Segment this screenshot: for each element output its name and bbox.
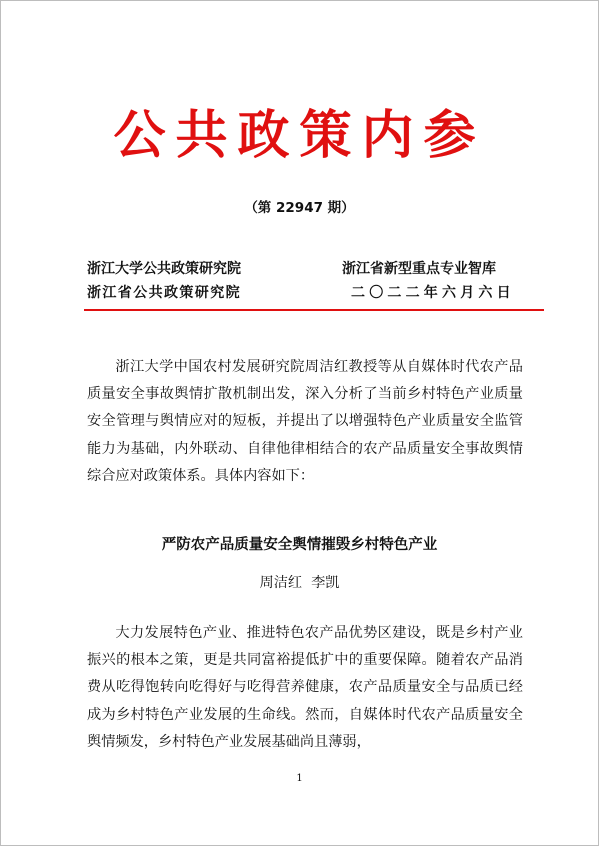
issue-number: （第 22947 期）	[244, 200, 355, 216]
publisher-left-line-1: 浙江大学公共政策研究院	[87, 261, 241, 277]
publisher-left	[87, 257, 241, 305]
publication-date: 二〇二二年六月六日	[351, 285, 515, 301]
publisher-left-line-2: 浙江省公共政策研究院	[87, 285, 241, 301]
intro-paragraph: 浙江大学中国农村发展研究院周洁红教授等从自媒体时代农产品质量安全事故舆情扩散机制出发，深入分析了当前乡村特色产业质量安全管理与舆情应对的短板，并提出了以增强特色产业质量安全监管能力为基础，内外联动、自律他律相结合的农产品质量安全事故舆情综合应对政策体系。具体内容如下：	[87, 359, 523, 484]
article-authors: 周洁红 李凯	[259, 575, 340, 591]
page-number: 1	[296, 773, 303, 784]
publisher-right-line-1: 浙江省新型重点专业智库	[342, 261, 496, 277]
masthead-title: 公共政策内参	[113, 105, 486, 166]
article-title: 严防农产品质量安全舆情摧毁乡村特色产业	[161, 537, 438, 553]
body-paragraph: 大力发展特色产业、推进特色农产品优势区建设，既是乡村产业振兴的根本之策，更是共同富裕提低扩中的重要保障。随着农产品消费从吃得饱转向吃得好与吃得营养健康，农产品质量安全与品质已经成为乡村特色产业发展的生命线。然而，自媒体时代农产品质量安全舆情频发，乡村特色产业发展基础尚且薄弱，	[87, 625, 523, 750]
header-divider	[84, 309, 544, 311]
publisher-right	[342, 257, 515, 305]
